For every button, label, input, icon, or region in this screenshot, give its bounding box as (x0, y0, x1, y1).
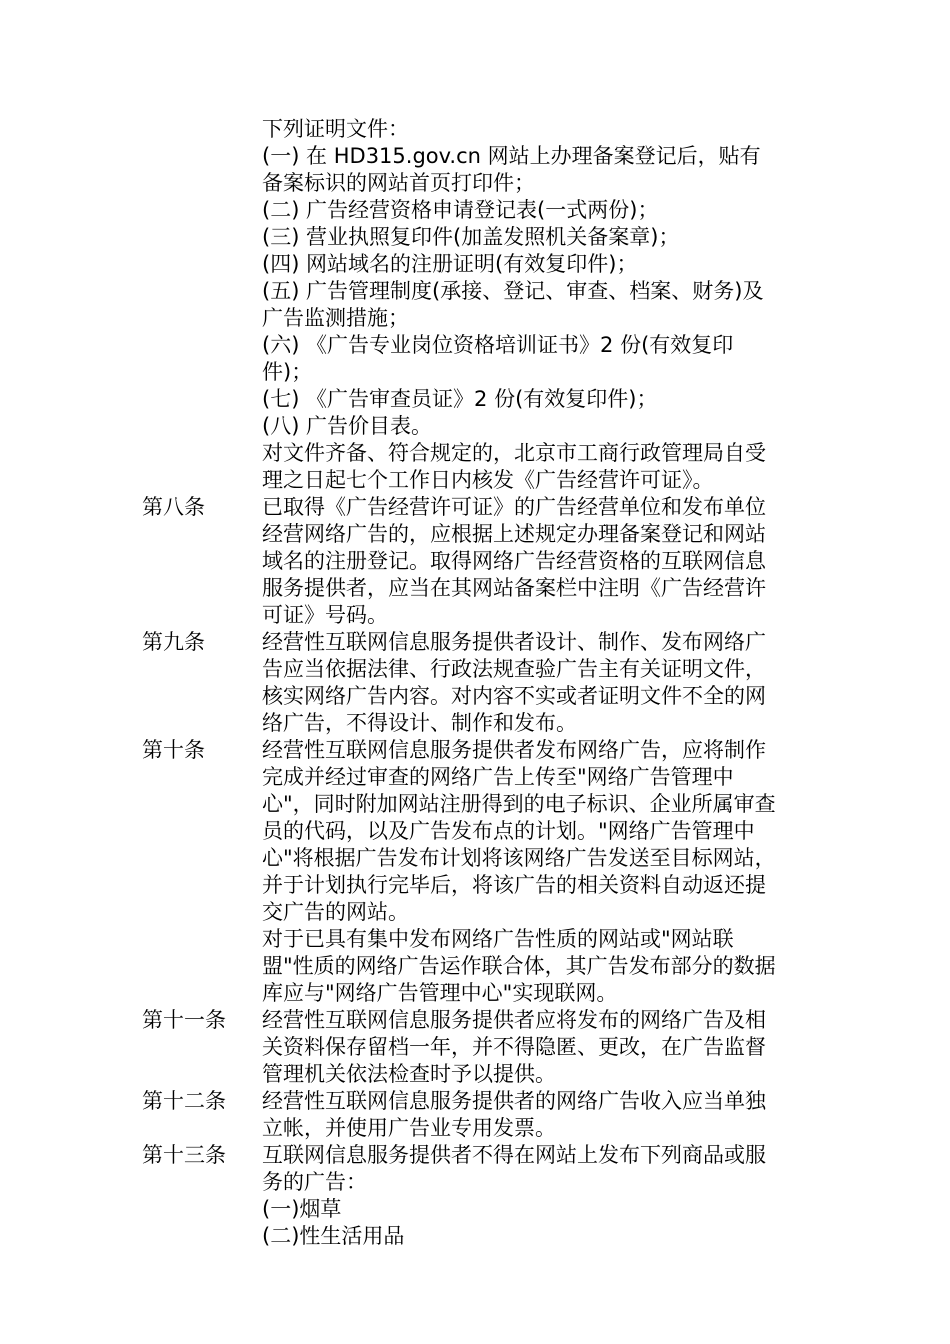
article-label-11: 第十一条 (142, 1008, 226, 1032)
doc-item-6: (六) 《广告专业岗位资格培训证书》2 份(有效复印 件)； (262, 333, 734, 384)
article-label-12: 第十二条 (142, 1089, 226, 1113)
article-text-9: 经营性互联网信息服务提供者设计、制作、发布网络广 告应当依据法律、行政法规查验广告主有关证明文件， 核实网络广告内容。对内容不实或者证明文件不全的网 络广告，不得设计、制作和发布。 (262, 630, 766, 735)
doc-item-3: (三) 营业执照复印件(加盖发照机关备案章)； (262, 225, 680, 249)
article-text-11: 经营性互联网信息服务提供者应将发布的网络广告及相 关资料保存留档一年，并不得隐匿、更改，在广告监督 管理机关依法检查时予以提供。 (262, 1008, 766, 1086)
article-text-13: 互联网信息服务提供者不得在网站上发布下列商品或服 务的广告： (262, 1143, 766, 1194)
article-13-item-2: (二)性生活用品 (262, 1224, 405, 1248)
doc-item-5: (五) 广告管理制度(承接、登记、审查、档案、财务)及 广告监测措施； (262, 279, 764, 330)
article-label-8: 第八条 (142, 495, 205, 519)
doc-intro-line: 下列证明文件： (262, 117, 409, 141)
article-text-8: 已取得《广告经营许可证》的广告经营单位和发布单位 经营网络广告的，应根据上述规定办理备案登记和网站 域名的注册登记。取得网络广告经营资格的互联网信息 服务提供者，应当在其网站备案栏中注明《广告经营许 可证》号码。 (262, 495, 766, 627)
article-label-13: 第十三条 (142, 1143, 226, 1167)
article-text-12: 经营性互联网信息服务提供者的网络广告收入应当单独 立帐，并使用广告业专用发票。 (262, 1089, 766, 1140)
article-text-10-extra: 对于已具有集中发布网络广告性质的网站或"网站联 盟"性质的网络广告运作联合体，其广告发布部分的数据 库应与"网络广告管理中心"实现联网。 (262, 927, 776, 1005)
article-text-10: 经营性互联网信息服务提供者发布网络广告，应将制作 完成并经过审查的网络广告上传至"网络广告管理中 心"，同时附加网站注册得到的电子标识、企业所属审查 员的代码，以及广告发布点的计划。"网络广告管理中 心"将根据广告发布计划将该网络广告发送至目标网站， 并于计划执行完毕后，将该广告的相关资料自动返还提 交广告的网站。 (262, 738, 776, 924)
doc-approval-paragraph: 对文件齐备、符合规定的，北京市工商行政管理局自受 理之日起七个工作日内核发《广告经营许可证》。 (262, 441, 766, 492)
doc-item-7: (七) 《广告审查员证》2 份(有效复印件)； (262, 387, 658, 411)
doc-item-1: (一) 在 HD315.gov.cn 网站上办理备案登记后，贴有 备案标识的网站首页打印件； (262, 144, 761, 195)
article-13-item-1: (一)烟草 (262, 1197, 342, 1221)
doc-item-2: (二) 广告经营资格申请登记表(一式两份)； (262, 198, 659, 222)
article-label-9: 第九条 (142, 630, 205, 654)
doc-item-4: (四) 网站域名的注册证明(有效复印件)； (262, 252, 638, 276)
article-label-10: 第十条 (142, 738, 205, 762)
doc-item-8: (八) 广告价目表。 (262, 414, 433, 438)
